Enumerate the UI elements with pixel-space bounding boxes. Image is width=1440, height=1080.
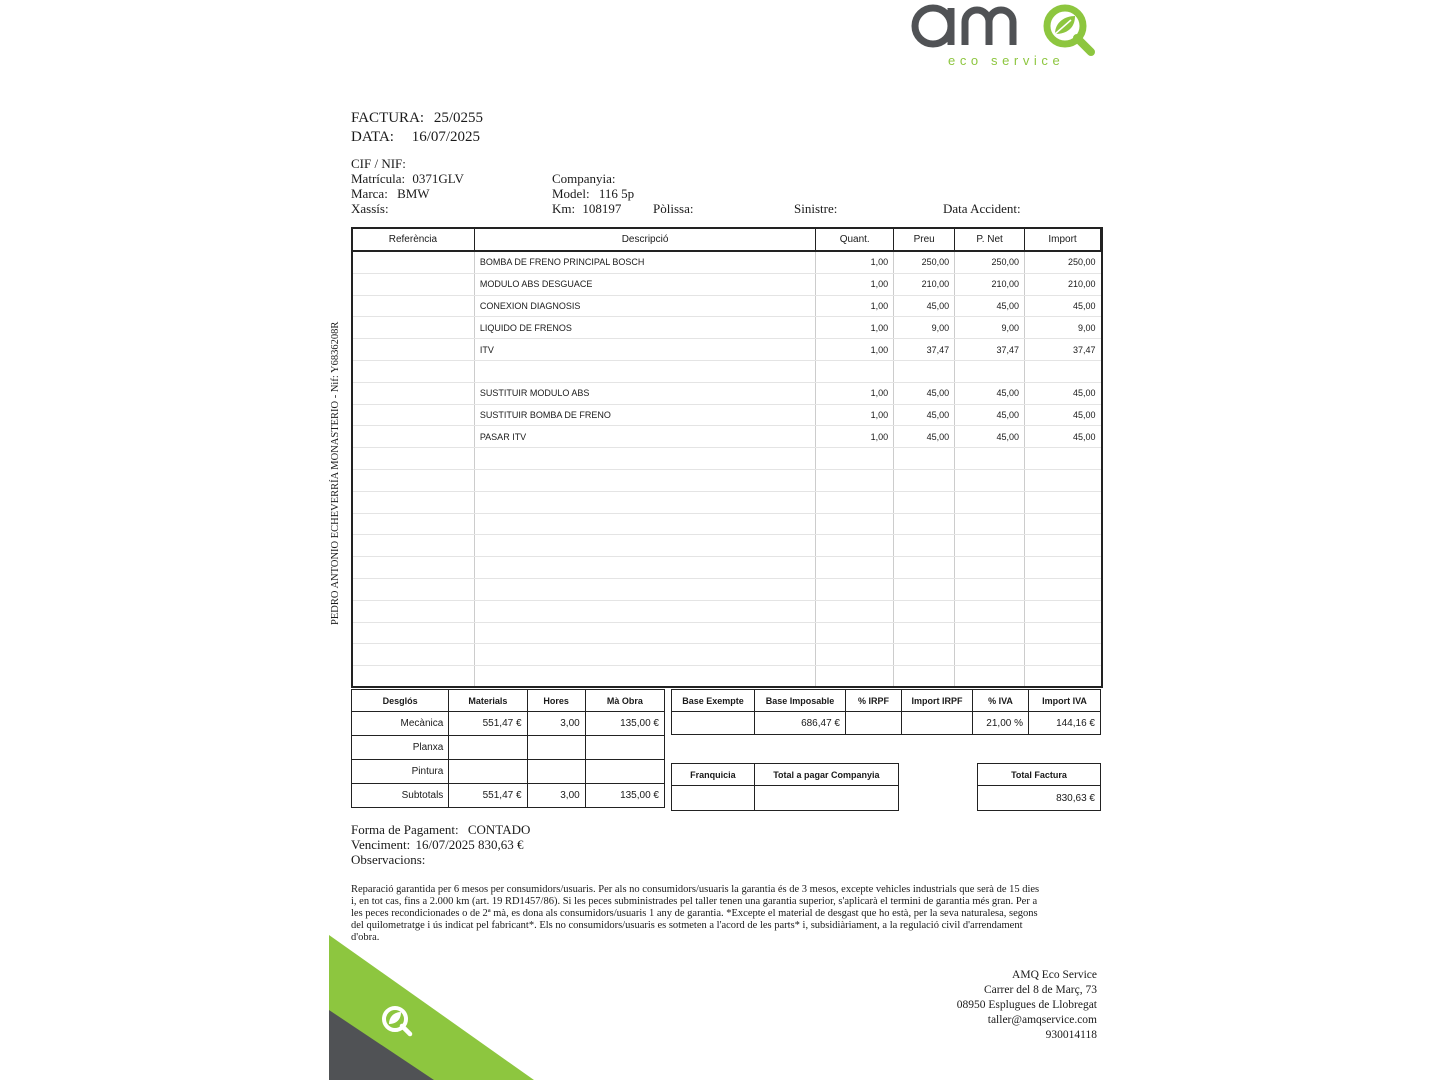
cell-quant xyxy=(816,600,894,622)
cell-import: 45,00 xyxy=(1025,426,1101,448)
import-iva-value: 144,16 € xyxy=(1029,712,1101,735)
cell-import xyxy=(1025,666,1101,688)
cell-descripcio xyxy=(474,644,815,666)
cell-quant: 1,00 xyxy=(816,426,894,448)
footer-email[interactable]: taller@amqservice.com xyxy=(987,1014,1097,1026)
cell-quant xyxy=(816,513,894,535)
cell-import xyxy=(1025,578,1101,600)
table-row xyxy=(352,317,1101,339)
cell-pnet: 250,00 xyxy=(955,251,1025,273)
cell-import xyxy=(1025,360,1101,382)
cell-quant: 1,00 xyxy=(816,251,894,273)
cell-preu: 45,00 xyxy=(894,404,955,426)
cell-preu xyxy=(894,535,955,557)
cell-pnet xyxy=(955,666,1025,688)
breakdown-materials xyxy=(449,760,527,784)
footer-street: Carrer del 8 de Març, 73 xyxy=(983,984,1097,996)
header-preu: Preu xyxy=(894,228,955,252)
footer-company: AMQ Eco Service xyxy=(1012,969,1097,981)
breakdown-row xyxy=(352,736,665,760)
forma-value: CONTADO xyxy=(467,822,531,837)
cell-quant: 1,00 xyxy=(816,339,894,361)
cell-referencia xyxy=(352,513,475,535)
cell-import xyxy=(1025,600,1101,622)
cell-referencia xyxy=(352,666,475,688)
table-row xyxy=(352,666,1101,688)
sinistre-label: Sinistre: xyxy=(794,201,838,216)
cell-descripcio: BOMBA DE FRENO PRINCIPAL BOSCH xyxy=(474,251,815,273)
base-imposable-value: 686,47 € xyxy=(755,712,846,735)
breakdown-hores xyxy=(527,760,585,784)
cell-descripcio xyxy=(474,513,815,535)
cell-quant xyxy=(816,535,894,557)
table-row xyxy=(352,600,1101,622)
cell-quant xyxy=(816,666,894,688)
cell-preu xyxy=(894,491,955,513)
cell-pnet: 9,00 xyxy=(955,317,1025,339)
total-factura-label: Total Factura xyxy=(978,764,1101,786)
breakdown-ma-obra: 135,00 € xyxy=(585,712,664,736)
matricula-label: Matrícula: xyxy=(351,171,406,186)
cell-import: 45,00 xyxy=(1025,382,1101,404)
footer-city: 08950 Esplugues de Llobregat xyxy=(956,999,1097,1011)
cell-quant xyxy=(816,557,894,579)
breakdown-materials xyxy=(449,736,527,760)
km-line xyxy=(552,201,621,216)
breakdown-subtotal-row xyxy=(352,784,665,808)
cell-pnet xyxy=(955,535,1025,557)
breakdown-row xyxy=(352,760,665,784)
header-total-companyia: Total a pagar Companyia xyxy=(754,764,898,786)
km-label: Km: xyxy=(552,201,576,216)
cell-referencia xyxy=(352,404,475,426)
cell-import: 37,47 xyxy=(1025,339,1101,361)
cell-descripcio: ITV xyxy=(474,339,815,361)
table-row xyxy=(352,251,1101,273)
irpf-pct-value xyxy=(846,712,902,735)
cell-preu xyxy=(894,578,955,600)
cell-import: 45,00 xyxy=(1025,404,1101,426)
cell-preu xyxy=(894,622,955,644)
cell-referencia xyxy=(352,295,475,317)
cif-label: CIF / NIF: xyxy=(351,156,406,171)
breakdown-header-row xyxy=(352,690,665,712)
marca-value: BMW xyxy=(397,186,430,201)
cell-referencia xyxy=(352,382,475,404)
tax-values-row xyxy=(672,712,1101,735)
breakdown-ma-obra xyxy=(585,760,664,784)
header-base-imposable: Base Imposable xyxy=(755,690,846,712)
table-row xyxy=(352,382,1101,404)
cell-referencia xyxy=(352,622,475,644)
franquicia-header-row xyxy=(672,764,899,786)
cell-import xyxy=(1025,622,1101,644)
cell-preu xyxy=(894,666,955,688)
header-ma-obra: Mà Obra xyxy=(585,690,664,712)
data-label: DATA: xyxy=(351,129,394,145)
breakdown-ma-obra xyxy=(585,736,664,760)
cell-pnet xyxy=(955,448,1025,470)
table-row xyxy=(352,622,1101,644)
cell-preu xyxy=(894,448,955,470)
cell-quant: 1,00 xyxy=(816,295,894,317)
cell-descripcio xyxy=(474,469,815,491)
cell-descripcio xyxy=(474,491,815,513)
header-hores: Hores xyxy=(527,690,585,712)
cell-descripcio xyxy=(474,448,815,470)
cell-import: 9,00 xyxy=(1025,317,1101,339)
cell-import xyxy=(1025,469,1101,491)
cell-referencia xyxy=(352,273,475,295)
cell-descripcio xyxy=(474,578,815,600)
cell-referencia xyxy=(352,600,475,622)
cell-quant xyxy=(816,622,894,644)
invoice-date-line xyxy=(351,128,480,147)
cell-pnet xyxy=(955,622,1025,644)
warranty-text: Reparació garantida per 6 mesos per consumidors/usuaris. Per als no consumidors/usuaris la garantia és de 3 mesos, excepte vehicles industrials que serà de 15 dies i, en tot cas, fins a 2.000 km (art. 19 RD1457/86). Si les peces subministrades pel taller tenen una garantia superior, s'aplicarà el termini de garantia més gran. Per a les peces recondicionades o de 2ª mà, es dona als consumidors/usuaris 1 any de garantia. *Excepte el material de desgast que ho està, per la seva naturalesa, segons del quilometratge i ús indicat pel fabricant*. Els no consumidors/usuaris es sotmeten a l'acord de les parts* i, subsidiàriament, a la regulació civil d'arrendament d'obra. xyxy=(351,884,1040,943)
cell-quant: 1,00 xyxy=(816,317,894,339)
cell-preu xyxy=(894,600,955,622)
table-row xyxy=(352,295,1101,317)
cell-import xyxy=(1025,557,1101,579)
footer-phone: 930014118 xyxy=(1045,1029,1097,1041)
cell-referencia xyxy=(352,557,475,579)
breakdown-label: Pintura xyxy=(352,760,449,784)
observacions-label: Observacions: xyxy=(351,852,426,867)
cell-import xyxy=(1025,491,1101,513)
cell-import xyxy=(1025,644,1101,666)
cell-preu xyxy=(894,557,955,579)
model-value: 116 5p xyxy=(598,186,635,201)
cell-preu: 45,00 xyxy=(894,295,955,317)
data-value: 16/07/2025 xyxy=(411,129,481,145)
table-row xyxy=(352,469,1101,491)
table-row xyxy=(352,578,1101,600)
cell-referencia xyxy=(352,448,475,470)
cell-descripcio: SUSTITUIR BOMBA DE FRENO xyxy=(474,404,815,426)
cell-quant xyxy=(816,644,894,666)
cell-referencia xyxy=(352,426,475,448)
items-header-row xyxy=(352,228,1101,252)
cell-pnet xyxy=(955,513,1025,535)
items-body xyxy=(352,251,1101,687)
cell-pnet: 45,00 xyxy=(955,295,1025,317)
cell-referencia xyxy=(352,469,475,491)
cell-pnet xyxy=(955,491,1025,513)
breakdown-materials: 551,47 € xyxy=(449,784,527,808)
breakdown-table xyxy=(351,689,665,808)
header-base-exempte: Base Exempte xyxy=(672,690,755,712)
invoice-number-line xyxy=(351,109,483,128)
cell-descripcio xyxy=(474,535,815,557)
cell-referencia xyxy=(352,251,475,273)
cell-import xyxy=(1025,448,1101,470)
company-footer xyxy=(940,968,1097,1043)
table-row xyxy=(352,404,1101,426)
cell-pnet: 45,00 xyxy=(955,404,1025,426)
table-row xyxy=(352,339,1101,361)
cell-referencia xyxy=(352,535,475,557)
cell-quant xyxy=(816,469,894,491)
payment-method-line xyxy=(351,822,530,837)
table-row xyxy=(352,448,1101,470)
breakdown-row xyxy=(352,712,665,736)
cell-preu: 45,00 xyxy=(894,426,955,448)
cell-quant xyxy=(816,360,894,382)
cell-preu: 250,00 xyxy=(894,251,955,273)
corner-decoration xyxy=(329,935,539,1080)
header-quant: Quant. xyxy=(816,228,894,252)
cell-preu: 45,00 xyxy=(894,382,955,404)
cell-quant: 1,00 xyxy=(816,273,894,295)
tax-header-row xyxy=(672,690,1101,712)
header-iva-pct: % IVA xyxy=(973,690,1029,712)
cell-pnet xyxy=(955,600,1025,622)
table-row xyxy=(352,513,1101,535)
cell-preu: 9,00 xyxy=(894,317,955,339)
total-companyia-value xyxy=(754,786,898,811)
logo-tagline: eco service xyxy=(948,53,1065,68)
breakdown-label: Subtotals xyxy=(352,784,449,808)
cell-quant xyxy=(816,448,894,470)
model-label: Model: xyxy=(552,186,590,201)
cell-import xyxy=(1025,535,1101,557)
cell-descripcio: MODULO ABS DESGUACE xyxy=(474,273,815,295)
breakdown-materials: 551,47 € xyxy=(449,712,527,736)
cell-quant xyxy=(816,578,894,600)
venciment-label: Venciment: xyxy=(351,837,411,852)
franquicia-table xyxy=(671,763,899,811)
breakdown-hores: 3,00 xyxy=(527,712,585,736)
cell-referencia xyxy=(352,644,475,666)
cell-referencia xyxy=(352,339,475,361)
cell-pnet xyxy=(955,644,1025,666)
table-row xyxy=(352,535,1101,557)
header-import-irpf: Import IRPF xyxy=(902,690,973,712)
header-desglos: Desglós xyxy=(352,690,449,712)
cell-preu xyxy=(894,644,955,666)
header-irpf-pct: % IRPF xyxy=(846,690,902,712)
cell-preu xyxy=(894,469,955,491)
cell-quant: 1,00 xyxy=(816,382,894,404)
table-row xyxy=(352,491,1101,513)
header-descripcio: Descripció xyxy=(474,228,815,252)
breakdown-label: Mecànica xyxy=(352,712,449,736)
model-line xyxy=(552,186,634,201)
table-row xyxy=(352,557,1101,579)
header-import: Import xyxy=(1025,228,1101,252)
cell-import: 210,00 xyxy=(1025,273,1101,295)
cell-import: 45,00 xyxy=(1025,295,1101,317)
cell-referencia xyxy=(352,491,475,513)
cell-quant: 1,00 xyxy=(816,404,894,426)
xassis-label: Xassís: xyxy=(351,201,389,216)
cell-referencia xyxy=(352,578,475,600)
import-irpf-value xyxy=(902,712,973,735)
cell-pnet xyxy=(955,469,1025,491)
iva-pct-value: 21,00 % xyxy=(973,712,1029,735)
table-row xyxy=(352,360,1101,382)
cell-descripcio: LIQUIDO DE FRENOS xyxy=(474,317,815,339)
tax-table xyxy=(671,689,1101,735)
cell-pnet: 37,47 xyxy=(955,339,1025,361)
marca-line xyxy=(351,186,430,201)
factura-label: FACTURA: xyxy=(351,110,425,126)
cell-referencia xyxy=(352,317,475,339)
franquicia-values-row xyxy=(672,786,899,811)
cell-referencia xyxy=(352,360,475,382)
cell-descripcio xyxy=(474,622,815,644)
cell-preu xyxy=(894,360,955,382)
header-pnet: P. Net xyxy=(955,228,1025,252)
table-row xyxy=(352,644,1101,666)
header-materials: Materials xyxy=(449,690,527,712)
cell-import xyxy=(1025,513,1101,535)
cell-pnet: 45,00 xyxy=(955,426,1025,448)
cell-pnet xyxy=(955,557,1025,579)
items-table xyxy=(351,227,1101,688)
total-factura-table xyxy=(977,763,1101,811)
matricula-value: 0371GLV xyxy=(412,171,464,186)
cell-pnet: 210,00 xyxy=(955,273,1025,295)
side-client-text: PEDRO ANTONIO ECHEVERRÍA MONASTERIO - Nif: Y6836208R xyxy=(330,321,341,625)
km-value: 108197 xyxy=(582,201,622,216)
cell-pnet: 45,00 xyxy=(955,382,1025,404)
header-referencia: Referència xyxy=(352,228,475,252)
table-row xyxy=(352,426,1101,448)
accident-label: Data Accident: xyxy=(943,201,1021,216)
matricula-line xyxy=(351,171,464,186)
marca-label: Marca: xyxy=(351,186,388,201)
companyia-label: Companyia: xyxy=(552,171,616,186)
breakdown-label: Planxa xyxy=(352,736,449,760)
venciment-value: 16/07/2025 830,63 € xyxy=(415,837,524,852)
cell-descripcio: SUSTITUIR MODULO ABS xyxy=(474,382,815,404)
breakdown-hores: 3,00 xyxy=(527,784,585,808)
venciment-line xyxy=(351,837,523,852)
cell-descripcio xyxy=(474,557,815,579)
cell-pnet xyxy=(955,578,1025,600)
cell-descripcio: CONEXION DIAGNOSIS xyxy=(474,295,815,317)
cell-quant xyxy=(816,491,894,513)
forma-label: Forma de Pagament: xyxy=(351,822,459,837)
breakdown-hores xyxy=(527,736,585,760)
total-factura-value: 830,63 € xyxy=(978,786,1101,811)
header-import-iva: Import IVA xyxy=(1029,690,1101,712)
cell-descripcio xyxy=(474,360,815,382)
cell-preu: 210,00 xyxy=(894,273,955,295)
breakdown-ma-obra: 135,00 € xyxy=(585,784,664,808)
franquicia-value xyxy=(672,786,755,811)
cell-descripcio xyxy=(474,600,815,622)
cell-descripcio: PASAR ITV xyxy=(474,426,815,448)
base-exempte-value xyxy=(672,712,755,735)
polissa-label: Pòlissa: xyxy=(653,201,694,216)
cell-import: 250,00 xyxy=(1025,251,1101,273)
table-row xyxy=(352,273,1101,295)
cell-preu xyxy=(894,513,955,535)
cell-preu: 37,47 xyxy=(894,339,955,361)
cell-descripcio xyxy=(474,666,815,688)
cell-pnet xyxy=(955,360,1025,382)
factura-number: 25/0255 xyxy=(433,110,483,126)
header-franquicia: Franquicia xyxy=(672,764,755,786)
